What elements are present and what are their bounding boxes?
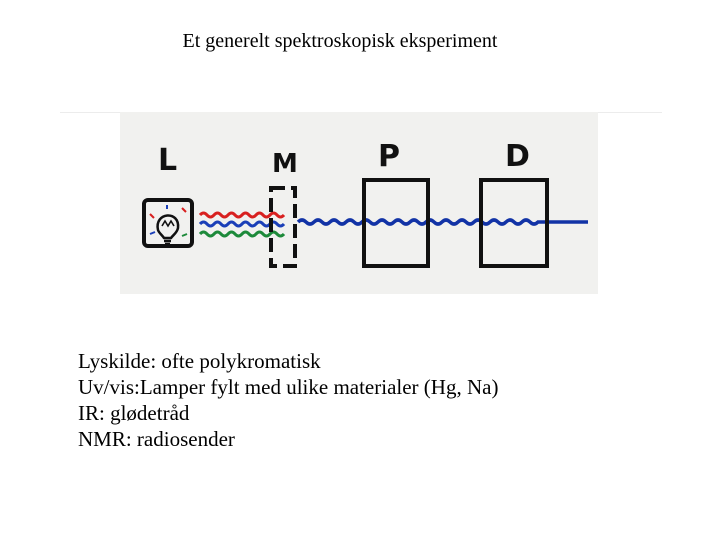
- label-sample: P: [378, 139, 400, 174]
- text-line-ir: IR: glødetråd: [78, 401, 190, 425]
- label-source: L: [158, 143, 178, 178]
- text-line-uvvis: Uv/vis:Lamper fylt med ulike materialer (Hg, Na): [78, 375, 499, 399]
- label-monochromator: M: [272, 149, 298, 179]
- text-line-source: Lyskilde: ofte polykromatisk: [78, 349, 321, 373]
- text-line-nmr: NMR: radiosender: [78, 427, 235, 451]
- spectroscopy-diagram: [120, 112, 598, 294]
- label-detector: D: [505, 139, 530, 174]
- slide-title: Et generelt spektroskopisk eksperiment: [182, 30, 498, 52]
- description-text: [78, 348, 498, 452]
